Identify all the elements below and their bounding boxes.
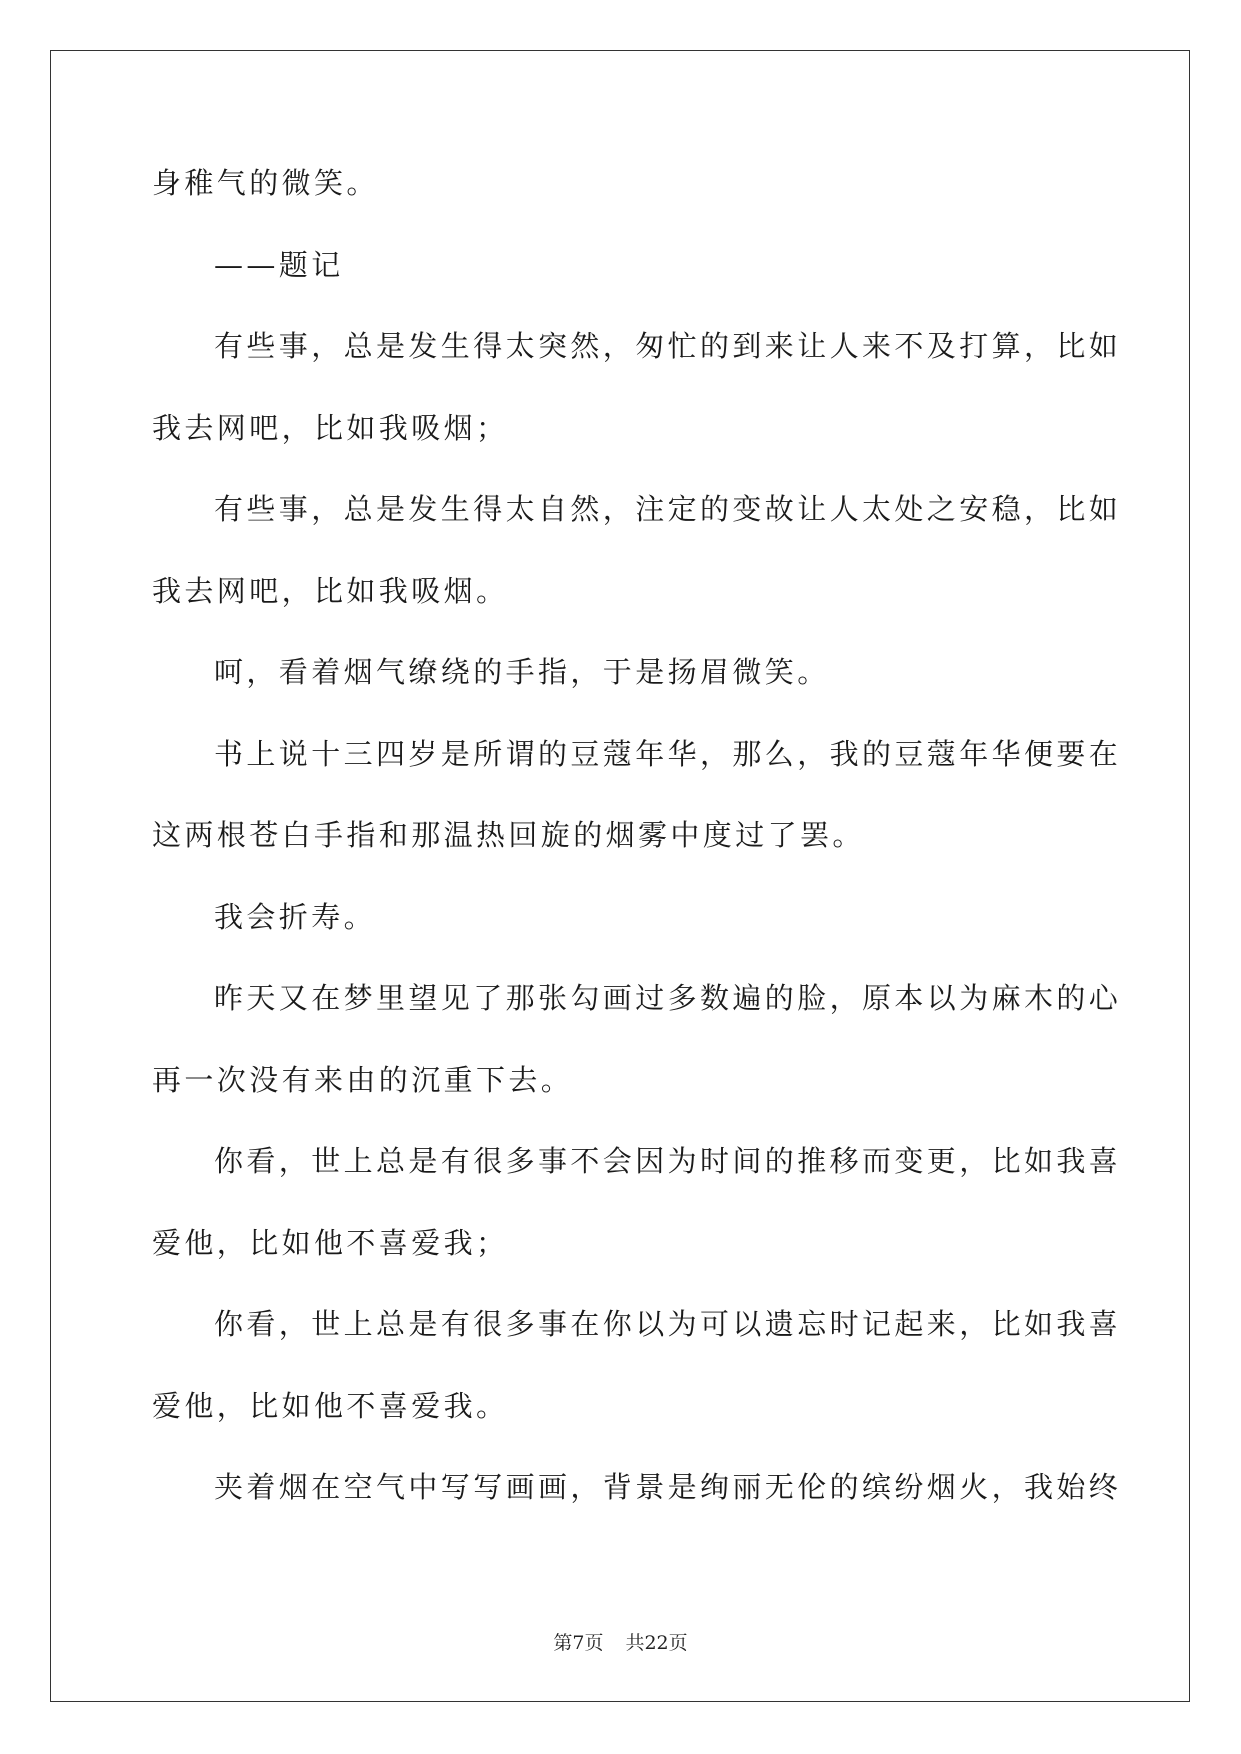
text-line: 书上说十三四岁是所谓的豆蔻年华，那么，我的豆蔻年华便要在: [214, 736, 1122, 771]
text-line: 身稚气的微笑。: [152, 166, 379, 200]
text-line: 我去网吧，比如我吸烟。: [152, 573, 509, 608]
text-line: 爱他，比如他不喜爱我；: [152, 1225, 509, 1260]
text-line: 有些事，总是发生得太突然，匆忙的到来让人来不及打算，比如: [214, 329, 1122, 363]
document-body: [152, 163, 1122, 1549]
text-line: 有些事，总是发生得太自然，注定的变故让人太处之安稳，比如: [214, 492, 1122, 526]
total-pages-label: 共22页: [625, 1632, 688, 1654]
text-line: 我去网吧，比如我吸烟；: [152, 410, 509, 445]
text-line: 我会折寿。: [214, 899, 377, 934]
page-footer: [0, 1631, 1241, 1655]
text-line: 爱他，比如他不喜爱我。: [152, 1388, 509, 1423]
text-line: 昨天又在梦里望见了那张勾画过多数遍的脸，原本以为麻木的心: [214, 981, 1122, 1015]
text-line: 这两根苍白手指和那温热回旋的烟雾中度过了罢。: [152, 818, 865, 852]
current-page-label: 第7页: [553, 1632, 604, 1654]
text-line: 呵，看着烟气缭绕的手指，于是扬眉微笑。: [214, 655, 830, 689]
text-line: 你看，世上总是有很多事不会因为时间的推移而变更，比如我喜: [214, 1144, 1122, 1178]
text-line: 再一次没有来由的沉重下去。: [152, 1062, 574, 1097]
text-line: 夹着烟在空气中写写画画，背景是绚丽无伦的缤纷烟火，我始终: [214, 1470, 1122, 1504]
text-line: ——题记: [214, 247, 344, 282]
text-line: 你看，世上总是有很多事在你以为可以遗忘时记起来，比如我喜: [214, 1307, 1122, 1341]
